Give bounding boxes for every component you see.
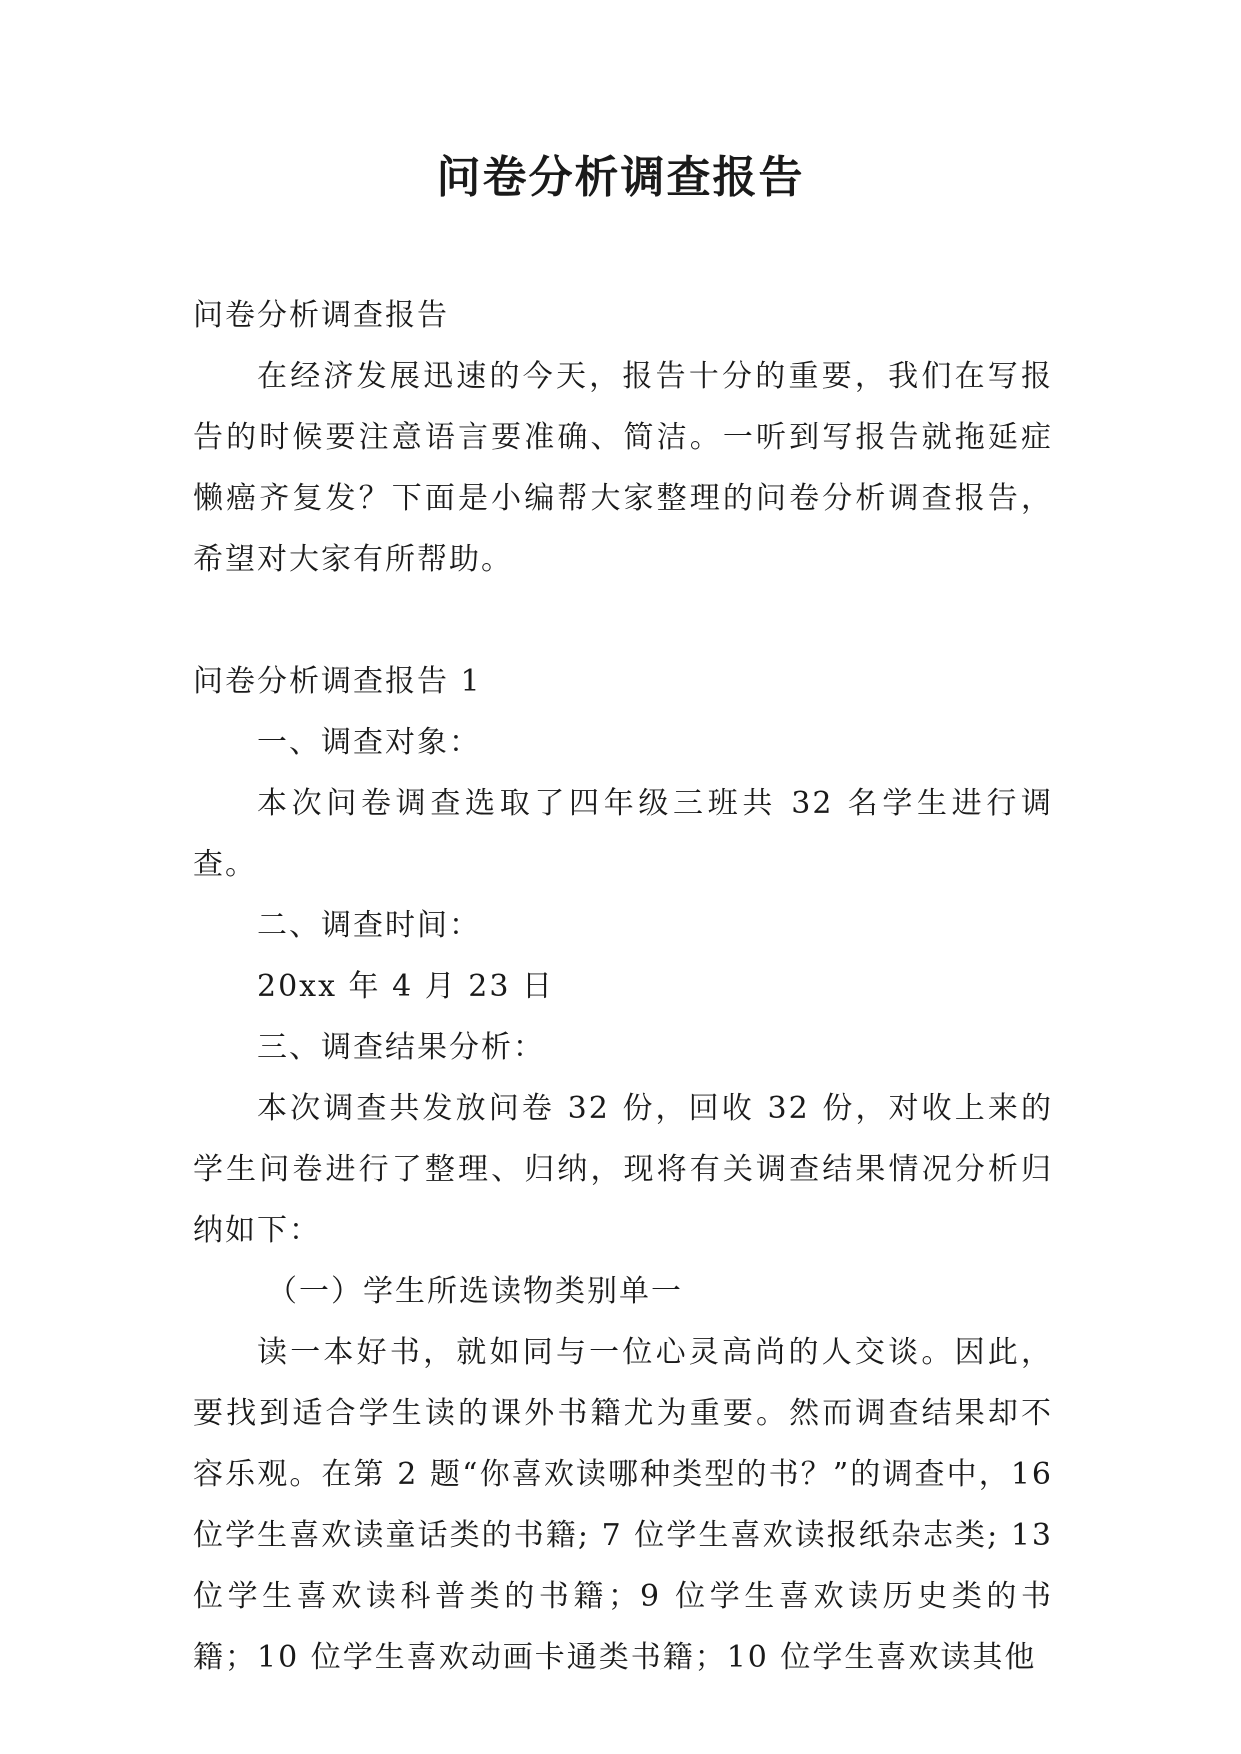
intro-paragraph: 在经济发展迅速的今天，报告十分的重要，我们在写报告的时候要注意语言要准确、简洁。一听到写报告就拖延症懒癌齐复发？下面是小编帮大家整理的问卷分析调查报告，希望对大家有所帮助。: [193, 359, 1053, 577]
document-body: [193, 285, 1053, 1688]
item2-text: 20xx 年 4 月 23 日: [257, 969, 554, 1004]
item1-text: 本次问卷调查选取了四年级三班共 32 名学生进行调查。: [193, 786, 1053, 882]
sub1-heading: （一）学生所选读物类别单一: [267, 1274, 683, 1309]
paragraph-spacer: [193, 590, 1053, 651]
page-title: 问卷分析调查报告: [436, 152, 805, 203]
document-subtitle: 问卷分析调查报告: [193, 298, 449, 333]
item1-heading: 一、调查对象：: [257, 725, 481, 760]
section-heading: 问卷分析调查报告 1: [193, 664, 482, 699]
item2-heading: 二、调查时间：: [257, 908, 481, 943]
item3-heading: 三、调查结果分析：: [257, 1030, 545, 1065]
item3-text: 本次调查共发放问卷 32 份，回收 32 份，对收上来的学生问卷进行了整理、归纳，现将有关调查结果情况分析归纳如下：: [193, 1091, 1053, 1248]
sub1-text: 读一本好书，就如同与一位心灵高尚的人交谈。因此，要找到适合学生读的课外书籍尤为重要。然而调查结果却不容乐观。在第 2 题“你喜欢读哪种类型的书？”的调查中，16 位学生喜欢读童话类的书籍; 7 位学生喜欢读报纸杂志类; 13 位学生喜欢读科普类的书籍；9 位学生喜欢读历史类的书籍；10 位学生喜欢动画卡通类书籍；10 位学生喜欢读其他: [193, 1335, 1053, 1675]
